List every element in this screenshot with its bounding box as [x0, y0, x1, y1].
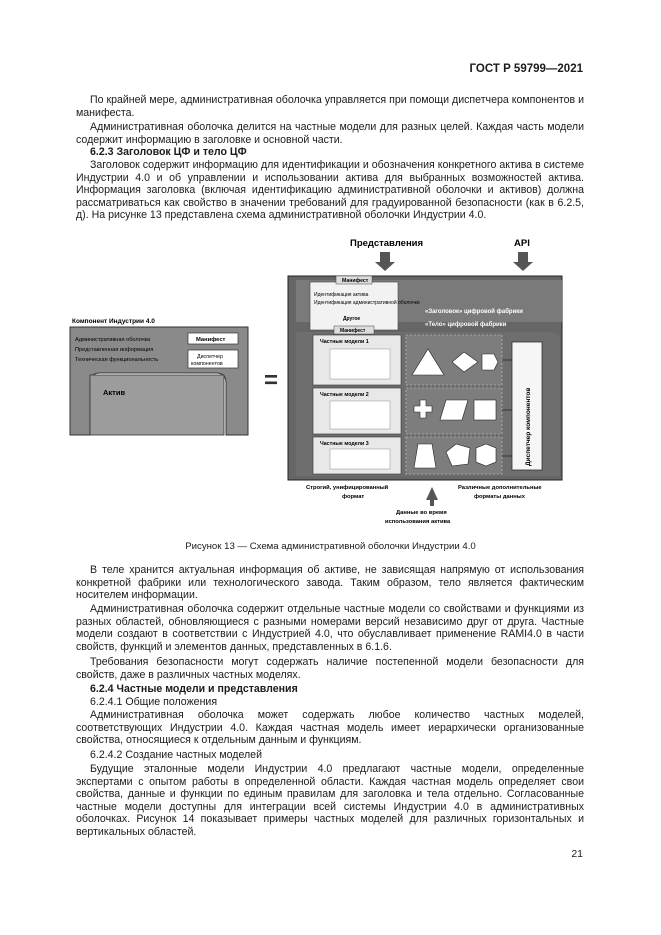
figure-caption: Рисунок 13 — Схема административной оболочки Индустрии 4.0: [185, 541, 476, 552]
bottom-center-line-2: использования актива: [385, 519, 451, 525]
section-heading-6-2-4-1: 6.2.4.1 Общие положения: [90, 696, 218, 708]
figure-13-diagram: [0, 230, 661, 535]
bottom-left-line-2: формат: [342, 494, 365, 500]
label-views: Представления: [350, 238, 424, 249]
paragraph-2: Административная оболочка делится на частные модели для разных целей. Каждая часть модели содержит информацию в заголовке и основной части.: [76, 121, 584, 146]
manifest-tab-label: Манифест: [342, 278, 369, 284]
submodel-row-1: [313, 335, 502, 385]
left-line-3: Техническая функциональность: [75, 357, 159, 363]
dispatcher-vertical-label: Диспетчер компонентов: [525, 387, 532, 466]
paragraph-6: Требования безопасности могут содержать наличие постепенной модели безопасности для свойств, даже в различных частных моделях.: [76, 656, 584, 681]
submodel-3-label: Частные модели 3: [320, 441, 369, 447]
section-heading-6-2-3: 6.2.3 Заголовок ЦФ и тело ЦФ: [90, 146, 247, 158]
manifest-line-3: Другое: [343, 316, 361, 322]
bottom-left-line-1: Строгий, унифицированный: [306, 485, 389, 491]
left-component-title: Компонент Индустрии 4.0: [72, 318, 155, 325]
asset-block: [90, 375, 224, 435]
paragraph-5: Административная оболочка содержит отдельные частные модели со свойствами и функциями из разных областей, обновляющиеся с разными номерами версий независимо друг от друга. Частные модели создают в соответствии с Индустрией 4.0, что обуславливает применение RAMI4.0 в части свойств, функций и элементов данных, представленных в 6.1.6.: [76, 603, 584, 653]
section-heading-6-2-4-2: 6.2.4.2 Создание частных моделей: [90, 749, 262, 761]
submodel-2-label: Частные модели 2: [320, 392, 369, 398]
bottom-right-line-2: форматы данных: [474, 494, 525, 500]
submodel-row-2: [313, 388, 502, 434]
bottom-center-line-1: Данные во время: [396, 510, 447, 516]
arrow-down-icon: [375, 252, 395, 271]
page-number: 21: [571, 848, 583, 860]
arrow-up-icon: [426, 487, 438, 506]
paragraph-3: Заголовок содержит информацию для идентификации и обозначения конкретного актива в системе Индустрии 4.0 и об управлении и использовании актива для выбранных возможностей актива. Информация заголовка (включая идентификацию административной оболочки и активов) должна рассматриваться как свойство в значении требований для градуированной безопасности (как в 6.2.5, д). На рисунке 13 представлена схема административной оболочки Индустрии 4.0.: [76, 159, 584, 222]
manifest-panel: [310, 282, 398, 330]
left-line-2: Представленная информация: [75, 347, 154, 353]
left-dispatcher-line-2: компонентов: [191, 361, 223, 367]
standard-number: ГОСТ Р 59799—2021: [469, 63, 583, 75]
paragraph-8: Будущие эталонные модели Индустрии 4.0 предлагают частные модели, определенные экспертами с опытом работы в определенной области. Каждая частная модель определяет свои свойства, данные и функции по единым правилам для заголовка и тела отдельно. Согласованные частные модели доступны для интеграции всей системы Индустрии 4.0 в административных оболочках. Рисунок 14 показывает примеры частных моделей для различных горизонтальных и вертикальных областей.: [76, 763, 584, 838]
paragraph-4: В теле хранится актуальная информация об активе, не зависящая напрямую от использования конкретной фабрики или технологического завода. Таким образом, тело является фактическим носителем информации.: [76, 564, 584, 602]
bottom-right-line-1: Различные дополнительные: [458, 485, 542, 491]
equals-sign: =: [264, 367, 279, 394]
section-heading-6-2-4: 6.2.4 Частные модели и представления: [90, 683, 298, 695]
paragraph-7: Административная оболочка может содержать любое количество частных моделей, соответствующих Индустрии 4.0. Каждая частная модель имеет иерархически организованные свойства, относящиеся к отдельным данным и функциям.: [76, 709, 584, 747]
manifest-line-2: Идентификация административной оболочки: [314, 300, 420, 306]
left-line-1: Административная оболочка: [75, 337, 151, 343]
arrow-down-icon: [513, 252, 533, 271]
left-dispatcher-line-1: Диспетчер: [197, 354, 223, 360]
header-label: «Заголовок» цифровой фабрики: [425, 309, 523, 315]
paragraph-1: По крайней мере, административная оболочка управляется при помощи диспетчера компонентов и манифеста.: [76, 94, 584, 119]
submodel-1-label: Частные модели 1: [320, 339, 369, 345]
left-manifest-label: Манифест: [196, 337, 226, 343]
manifest-line-1: Идентификация актива: [314, 292, 369, 298]
manifest-tab-2-label: Манифест: [340, 328, 366, 334]
body-label: «Тело» цифровой фабрики: [425, 322, 507, 328]
asset-label: Актив: [103, 388, 126, 397]
label-api: API: [514, 238, 530, 249]
submodel-row-3: [313, 437, 502, 474]
